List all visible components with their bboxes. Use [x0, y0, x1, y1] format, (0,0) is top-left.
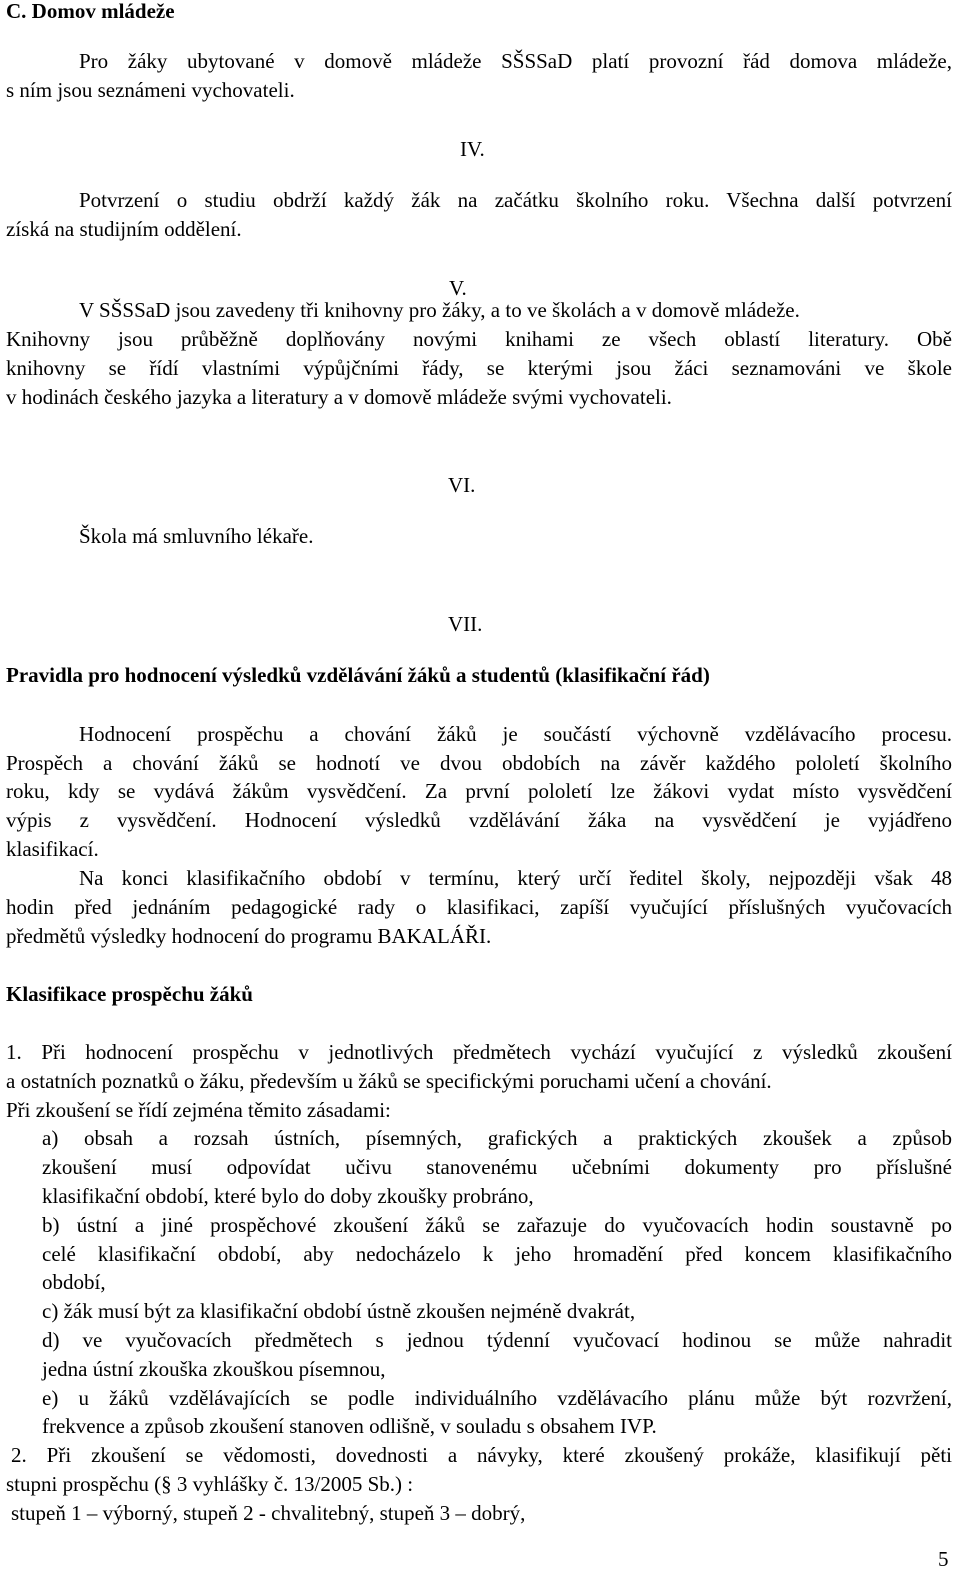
subitem-e-line: e) u žáků vzdělávajících se podle individuálního vzdělávacího plánu může být rozvržení,: [42, 1386, 952, 1410]
page-number: 5: [938, 1547, 949, 1571]
paragraph-line: knihovny se řídí vlastními výpůjčními řády, se kterými jsou žáci seznamováni ve škole: [6, 356, 952, 380]
paragraph-line: předmětů výsledky hodnocení do programu BAKALÁŘI.: [6, 924, 492, 948]
paragraph-line: Knihovny jsou průběžně doplňovány novými knihami ze všech oblastí literatury. Obě: [6, 327, 952, 351]
paragraph-line: V SŠSSaD jsou zavedeny tři knihovny pro žáky, a to ve školách a v domově mládeže.: [79, 298, 800, 322]
grade-scale-line: stupeň 1 – výborný, stupeň 2 - chvalitebný, stupeň 3 – dobrý,: [11, 1501, 526, 1525]
list-item-2-line: 2. Při zkoušení se vědomosti, dovednosti a návyky, které zkoušený prokáže, klasifikují pěti: [11, 1443, 952, 1467]
list-item-1-line: a ostatních poznatků o žáku, především u žáků se specifickými poruchami učení a chování.: [6, 1069, 772, 1093]
list-item-1-line: 1. Při hodnocení prospěchu v jednotlivých předmětech vychází vyučující z výsledků zkoušení: [6, 1040, 952, 1064]
section-title-vii: Pravidla pro hodnocení výsledků vzdělávání žáků a studentů (klasifikační řád): [6, 663, 710, 687]
subitem-e-line: frekvence a způsob zkoušení stanoven odlišně, v souladu s obsahem IVP.: [42, 1414, 657, 1438]
subitem-c: c) žák musí být za klasifikační období ústně zkoušen nejméně dvakrát,: [42, 1299, 636, 1323]
subitem-d-line: jedna ústní zkouška zkouškou písemnou,: [42, 1357, 386, 1381]
section-heading-domov-mladeze: C. Domov mládeže: [6, 0, 175, 23]
paragraph-line: Hodnocení prospěchu a chování žáků je součástí výchovně vzdělávacího procesu.: [79, 722, 952, 746]
subitem-a-line: zkoušení musí odpovídat učivu stanovenému učebními dokumenty pro příslušné: [42, 1155, 952, 1179]
paragraph-line: v hodinách českého jazyka a literatury a v domově mládeže svými vychovateli.: [6, 385, 672, 409]
list-item-2-line: stupni prospěchu (§ 3 vyhlášky č. 13/2005 Sb.) :: [6, 1472, 414, 1496]
paragraph-line: Potvrzení o studiu obdrží každý žák na začátku školního roku. Všechna další potvrzení: [79, 188, 952, 212]
subitem-d-line: d) ve vyučovacích předmětech s jednou týdenní vyučovací hodinou se může nahradit: [42, 1328, 952, 1352]
list-item-1-line: Při zkoušení se řídí zejména těmito zásadami:: [6, 1098, 391, 1122]
section-number-iv: IV.: [460, 137, 485, 161]
subitem-b-line: celé klasifikační období, aby nedocházelo k jeho hromadění před koncem klasifikačního: [42, 1242, 952, 1266]
paragraph-line: Škola má smluvního lékaře.: [79, 524, 314, 548]
paragraph-line: Pro žáky ubytované v domově mládeže SŠSSaD platí provozní řád domova mládeže,: [79, 49, 952, 73]
subitem-a-line: klasifikační období, které bylo do doby zkoušky probráno,: [42, 1184, 534, 1208]
section-number-v: V.: [449, 276, 467, 300]
subitem-a-line: a) obsah a rozsah ústních, písemných, grafických a praktických zkoušek a způsob: [42, 1126, 952, 1150]
paragraph-line: klasifikací.: [6, 837, 99, 861]
subitem-b-line: b) ústní a jiné prospěchové zkoušení žáků se zařazuje do vyučovacích hodin soustavně po: [42, 1213, 952, 1237]
subheading-klasifikace: Klasifikace prospěchu žáků: [6, 982, 253, 1006]
paragraph-line: výpis z vysvědčení. Hodnocení výsledků vzdělávání žáka na vysvědčení je vyjádřeno: [6, 808, 952, 832]
paragraph-line: získá na studijním oddělení.: [6, 217, 242, 241]
paragraph-line: s ním jsou seznámeni vychovateli.: [6, 78, 295, 102]
paragraph-line: roku, kdy se vydává žákům vysvědčení. Za první pololetí lze žákovi vydat místo vysvědčení: [6, 779, 952, 803]
paragraph-line: Prospěch a chování žáků se hodnotí ve dvou obdobích na závěr každého pololetí školního: [6, 751, 952, 775]
paragraph-line: Na konci klasifikačního období v termínu, který určí ředitel školy, nejpozději však 48: [79, 866, 952, 890]
section-number-vii: VII.: [448, 612, 483, 636]
section-number-vi: VI.: [448, 473, 476, 497]
subitem-b-line: období,: [42, 1270, 106, 1294]
paragraph-line: hodin před jednáním pedagogické rady o klasifikaci, zapíší vyučující příslušných vyučovacích: [6, 895, 952, 919]
